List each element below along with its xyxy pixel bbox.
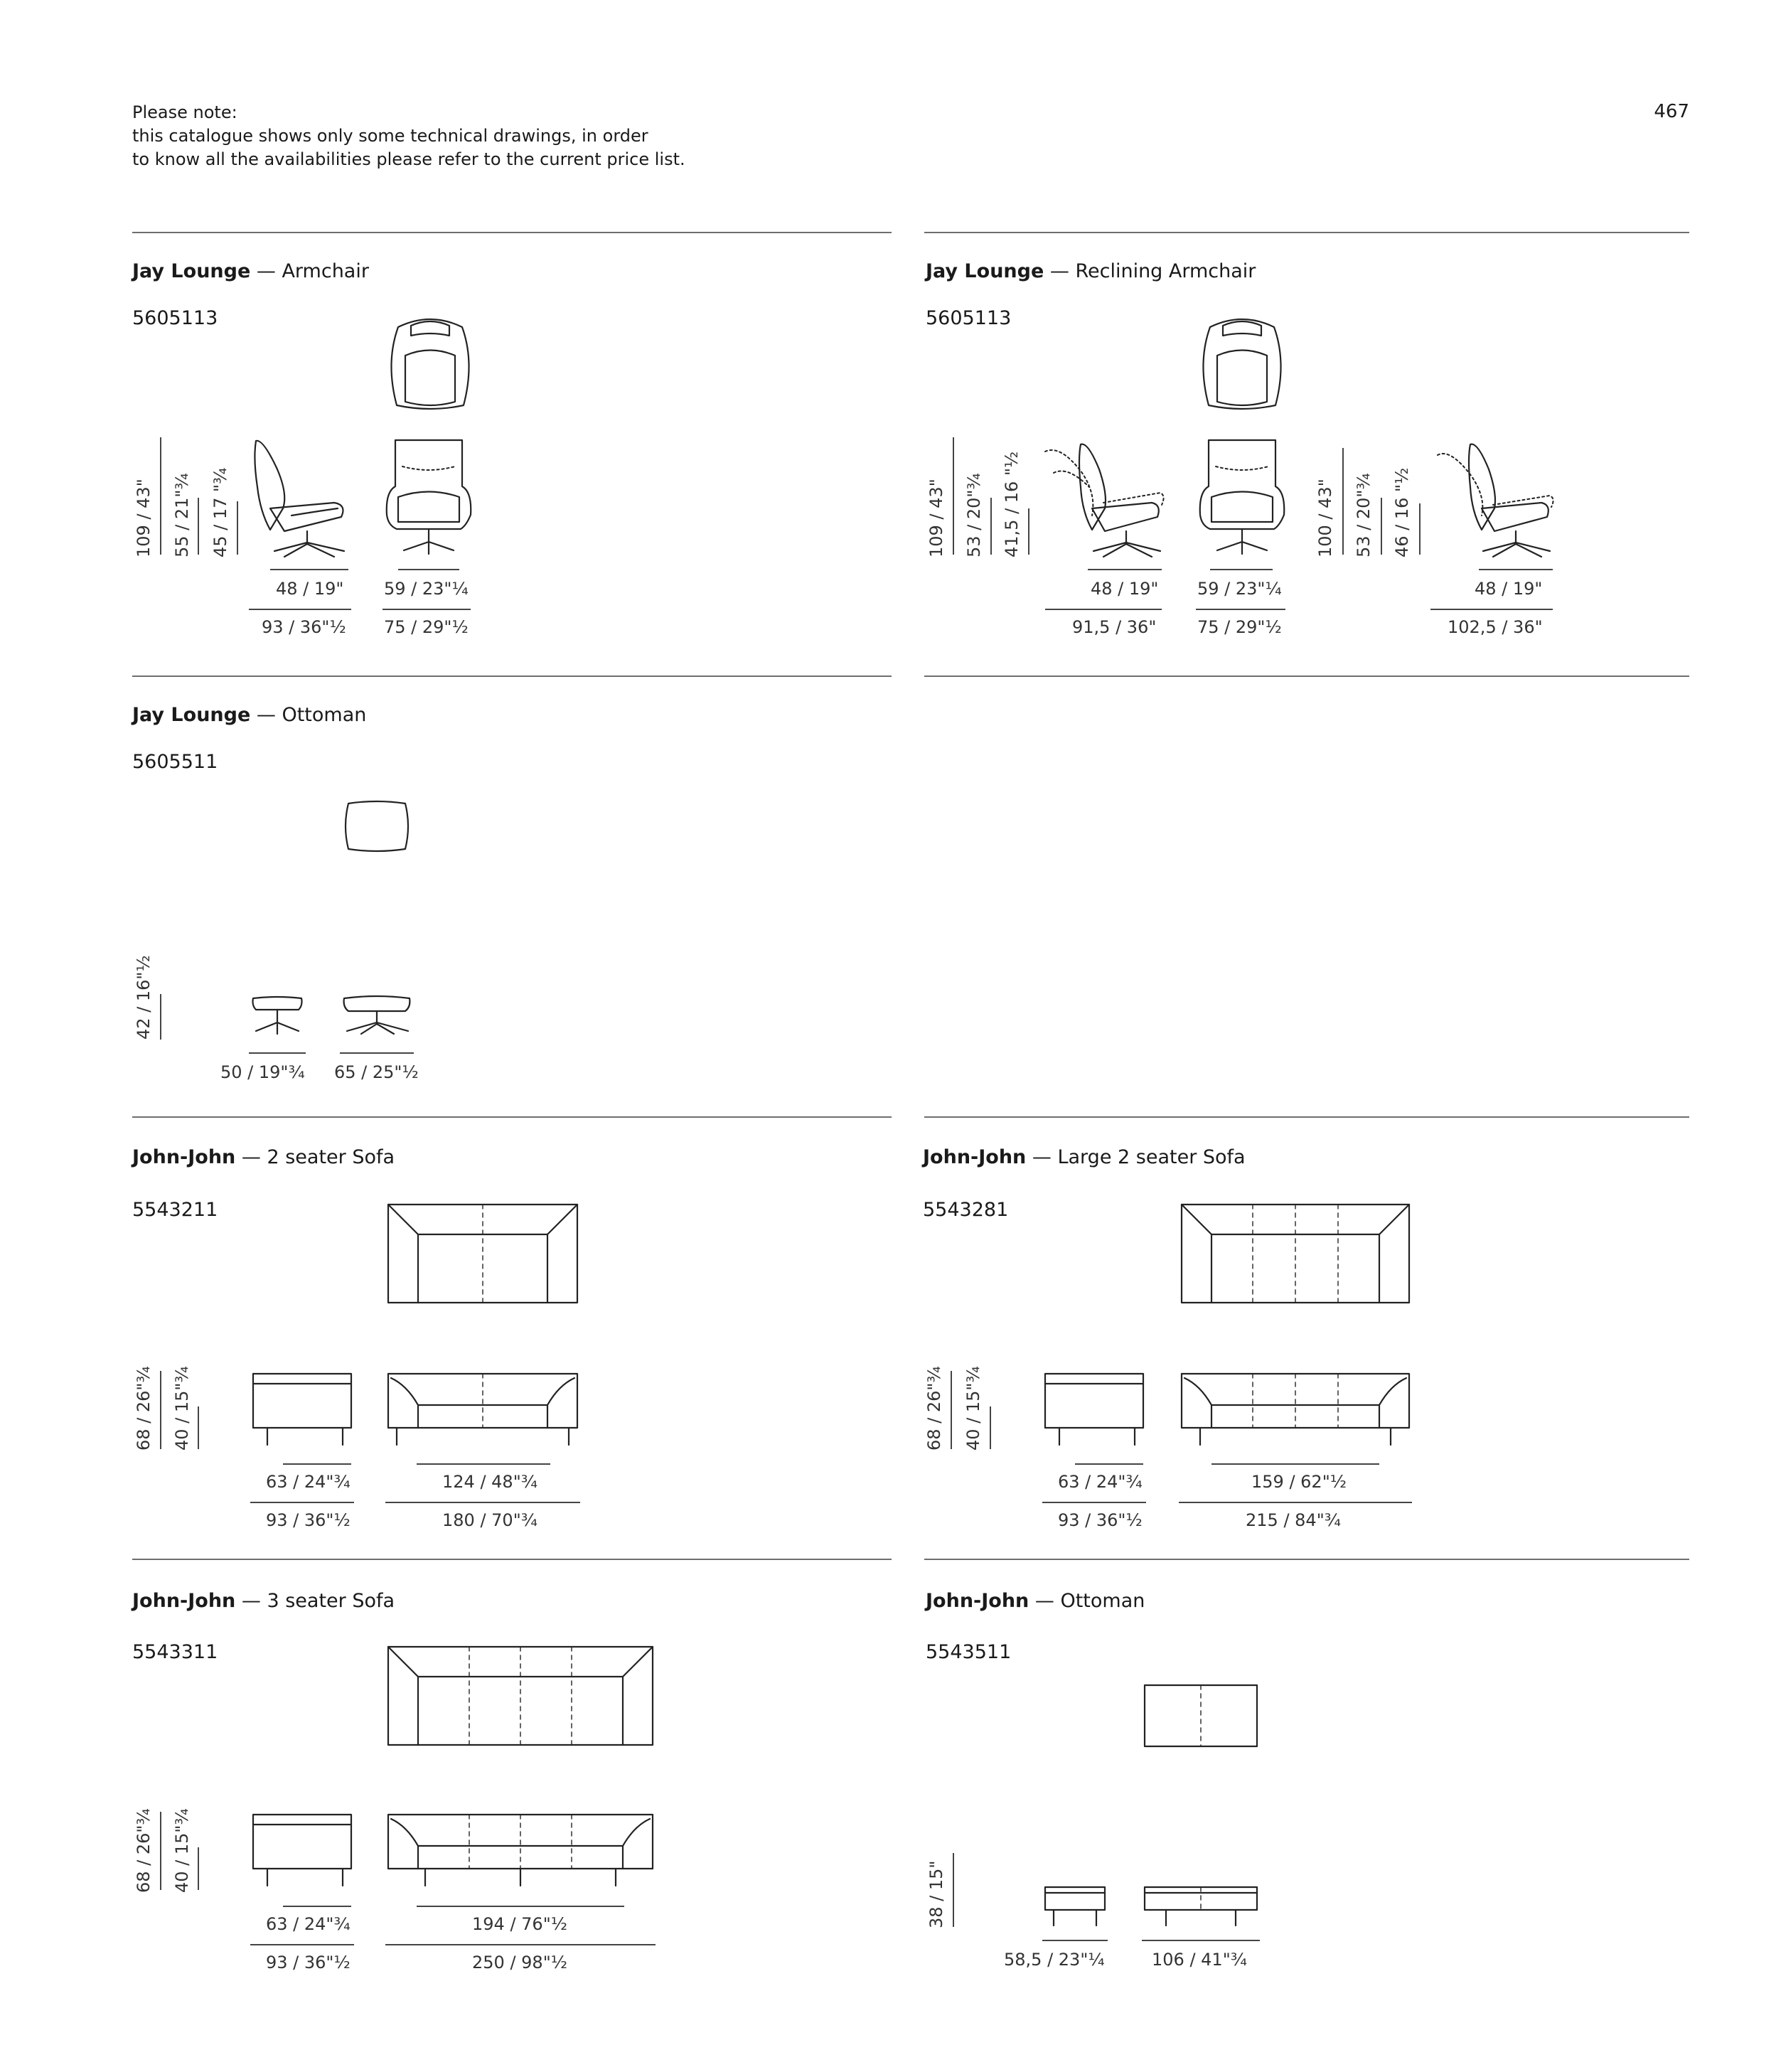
section-title xyxy=(132,704,366,726)
product-type: 3 seater Sofa xyxy=(267,1590,395,1612)
reclining-side-view-alt xyxy=(1429,437,1557,562)
product-type: Ottoman xyxy=(282,704,367,726)
dim-line xyxy=(417,1463,550,1465)
section-rule xyxy=(924,1116,1689,1118)
width-dim: 215 / 84"¾ xyxy=(1246,1510,1341,1530)
section-rule xyxy=(924,232,1689,233)
product-name: Jay Lounge xyxy=(926,260,1044,282)
note-line: this catalogue shows only some technical drawings, in order xyxy=(132,126,648,146)
dim-line xyxy=(1430,609,1553,610)
dim-line xyxy=(283,1906,351,1907)
height-line xyxy=(953,1853,954,1927)
armchair-front-view xyxy=(383,437,475,562)
title-separator: — xyxy=(250,260,282,282)
title-separator: — xyxy=(1029,1590,1061,1612)
height-dim: 40 / 15"¾ xyxy=(172,1366,192,1451)
dim-line xyxy=(1045,609,1162,610)
section-rule xyxy=(132,232,892,233)
height-line xyxy=(237,501,238,555)
section-title xyxy=(132,1146,395,1168)
dim-line xyxy=(1142,1940,1260,1941)
height-line xyxy=(160,994,161,1040)
jj-ottoman-top-view xyxy=(1142,1682,1260,1749)
sofa3-top-view xyxy=(385,1644,656,1748)
sofa2-side-view xyxy=(250,1371,354,1449)
height-dim: 42 / 16"½ xyxy=(134,955,154,1040)
title-separator: — xyxy=(1026,1146,1058,1168)
dim-line xyxy=(385,1502,580,1503)
product-code: 5605113 xyxy=(926,307,1012,329)
dim-line xyxy=(250,1944,354,1945)
height-dim: 45 / 17 "¾ xyxy=(210,467,230,557)
product-code: 5543311 xyxy=(132,1641,218,1663)
width-dim: 59 / 23"¼ xyxy=(384,579,469,599)
width-dim: 106 / 41"¾ xyxy=(1152,1950,1247,1970)
dim-line xyxy=(383,609,471,610)
width-dim: 50 / 19"¾ xyxy=(220,1062,305,1082)
width-dim: 250 / 98"½ xyxy=(472,1953,567,1972)
product-type: Reclining Armchair xyxy=(1075,260,1256,282)
height-line xyxy=(160,1812,161,1890)
ottoman-front-view xyxy=(249,994,306,1044)
title-separator: — xyxy=(1044,260,1076,282)
reclining-front-view xyxy=(1196,437,1288,562)
reclining-side-view xyxy=(1039,437,1167,562)
ottoman-side-view xyxy=(340,994,414,1044)
page-number: 467 xyxy=(1654,101,1689,122)
dim-line xyxy=(1088,569,1162,570)
height-dim: 68 / 26"¾ xyxy=(134,1808,154,1893)
dim-line xyxy=(1479,569,1553,570)
width-dim: 63 / 24"¾ xyxy=(266,1914,351,1934)
width-dim: 59 / 23"¼ xyxy=(1197,579,1282,599)
height-dim: 40 / 15"¾ xyxy=(172,1808,192,1893)
section-rule xyxy=(132,1116,892,1118)
width-dim: 75 / 29"½ xyxy=(384,617,469,637)
product-name: John-John xyxy=(926,1590,1029,1612)
width-dim: 102,5 / 36" xyxy=(1448,617,1543,637)
height-dim: 68 / 26"¾ xyxy=(134,1366,154,1451)
title-separator: — xyxy=(250,704,282,726)
height-dim: 55 / 21"¾ xyxy=(172,473,192,557)
ottoman-top-view xyxy=(341,799,412,853)
width-dim: 93 / 36"½ xyxy=(262,617,346,637)
height-dim: 109 / 43" xyxy=(926,479,946,557)
width-dim: 48 / 19" xyxy=(276,579,344,599)
width-dim: 93 / 36"½ xyxy=(266,1953,351,1972)
dim-line xyxy=(340,1052,414,1054)
width-dim: 63 / 24"¾ xyxy=(1058,1472,1143,1492)
section-title xyxy=(926,1590,1145,1612)
dim-line xyxy=(249,1052,306,1054)
dim-line xyxy=(1196,609,1285,610)
product-name: Jay Lounge xyxy=(132,260,251,282)
product-code: 5543281 xyxy=(923,1199,1009,1221)
sofa2l-side-view xyxy=(1042,1371,1146,1449)
section-title xyxy=(926,260,1256,282)
product-name: John-John xyxy=(132,1146,236,1168)
height-line xyxy=(990,498,992,555)
dim-line xyxy=(1042,1940,1108,1941)
height-dim: 109 / 43" xyxy=(134,479,154,557)
width-dim: 63 / 24"¾ xyxy=(266,1472,351,1492)
product-code: 5605511 xyxy=(132,751,218,773)
height-line xyxy=(160,437,161,555)
height-line xyxy=(1381,498,1382,555)
product-code: 5543211 xyxy=(132,1199,218,1221)
product-type: 2 seater Sofa xyxy=(267,1146,395,1168)
section-title xyxy=(923,1146,1246,1168)
section-title xyxy=(132,1590,395,1612)
sofa3-front-view xyxy=(385,1812,656,1890)
height-line xyxy=(1342,448,1344,555)
height-line xyxy=(198,498,199,555)
height-line xyxy=(1028,508,1029,555)
jj-ottoman-side-view xyxy=(1042,1884,1108,1930)
height-dim: 41,5 / 16 "½ xyxy=(1002,451,1022,557)
section-rule xyxy=(924,675,1689,677)
armchair-side-view xyxy=(249,437,355,562)
height-line xyxy=(951,1371,952,1449)
height-dim: 38 / 15" xyxy=(926,1860,946,1928)
dim-line xyxy=(1210,569,1273,570)
height-line xyxy=(1419,503,1421,555)
section-rule xyxy=(132,1559,892,1560)
height-dim: 40 / 15"¾ xyxy=(963,1366,983,1451)
height-dim: 53 / 20"¾ xyxy=(964,473,984,557)
title-separator: — xyxy=(235,1590,267,1612)
dim-line xyxy=(1042,1502,1146,1503)
product-type: Large 2 seater Sofa xyxy=(1057,1146,1246,1168)
section-title xyxy=(132,260,369,282)
dim-line xyxy=(385,1944,656,1945)
width-dim: 124 / 48"¾ xyxy=(442,1472,537,1492)
width-dim: 180 / 70"¾ xyxy=(442,1510,537,1530)
width-dim: 194 / 76"½ xyxy=(472,1914,567,1934)
height-line xyxy=(990,1406,991,1449)
reclining-top-view xyxy=(1196,313,1288,412)
product-code: 5605113 xyxy=(132,307,218,329)
width-dim: 93 / 36"½ xyxy=(266,1510,351,1530)
width-dim: 58,5 / 23"¼ xyxy=(1004,1950,1105,1970)
height-line xyxy=(160,1371,161,1449)
dim-line xyxy=(398,569,459,570)
width-dim: 48 / 19" xyxy=(1091,579,1159,599)
section-rule xyxy=(132,675,892,677)
note-line: Please note: xyxy=(132,102,237,122)
height-dim: 46 / 16 "½ xyxy=(1392,467,1412,557)
dim-line xyxy=(1211,1463,1379,1465)
sofa3-side-view xyxy=(250,1812,354,1890)
height-dim: 100 / 43" xyxy=(1315,479,1335,557)
product-name: John-John xyxy=(923,1146,1027,1168)
sofa2-front-view xyxy=(385,1371,580,1449)
dim-line xyxy=(250,1502,354,1503)
dim-line xyxy=(1179,1502,1412,1503)
section-rule xyxy=(924,1559,1689,1560)
height-line xyxy=(198,1406,199,1449)
sofa2l-top-view xyxy=(1179,1202,1412,1305)
width-dim: 75 / 29"½ xyxy=(1197,617,1282,637)
product-name: John-John xyxy=(132,1590,236,1612)
jj-ottoman-front-view xyxy=(1142,1884,1260,1930)
height-dim: 68 / 26"¾ xyxy=(924,1366,944,1451)
product-code: 5543511 xyxy=(926,1641,1012,1663)
product-type: Ottoman xyxy=(1060,1590,1145,1612)
sofa2-top-view xyxy=(385,1202,580,1305)
title-separator: — xyxy=(235,1146,267,1168)
width-dim: 159 / 62"½ xyxy=(1251,1472,1347,1492)
product-name: Jay Lounge xyxy=(132,704,251,726)
width-dim: 91,5 / 36" xyxy=(1072,617,1157,637)
dim-line xyxy=(283,1463,351,1465)
dim-line xyxy=(270,569,348,570)
dim-line xyxy=(417,1906,624,1907)
note-line: to know all the availabilities please refer to the current price list. xyxy=(132,149,685,169)
width-dim: 93 / 36"½ xyxy=(1058,1510,1143,1530)
height-line xyxy=(198,1847,199,1890)
dim-line xyxy=(1075,1463,1143,1465)
catalogue-note xyxy=(132,101,685,171)
dim-line xyxy=(249,609,351,610)
height-line xyxy=(953,437,954,555)
armchair-top-view xyxy=(384,313,476,412)
height-dim: 53 / 20"¾ xyxy=(1354,473,1374,557)
width-dim: 48 / 19" xyxy=(1475,579,1543,599)
product-type: Armchair xyxy=(282,260,369,282)
width-dim: 65 / 25"½ xyxy=(334,1062,419,1082)
sofa2l-front-view xyxy=(1179,1371,1412,1449)
